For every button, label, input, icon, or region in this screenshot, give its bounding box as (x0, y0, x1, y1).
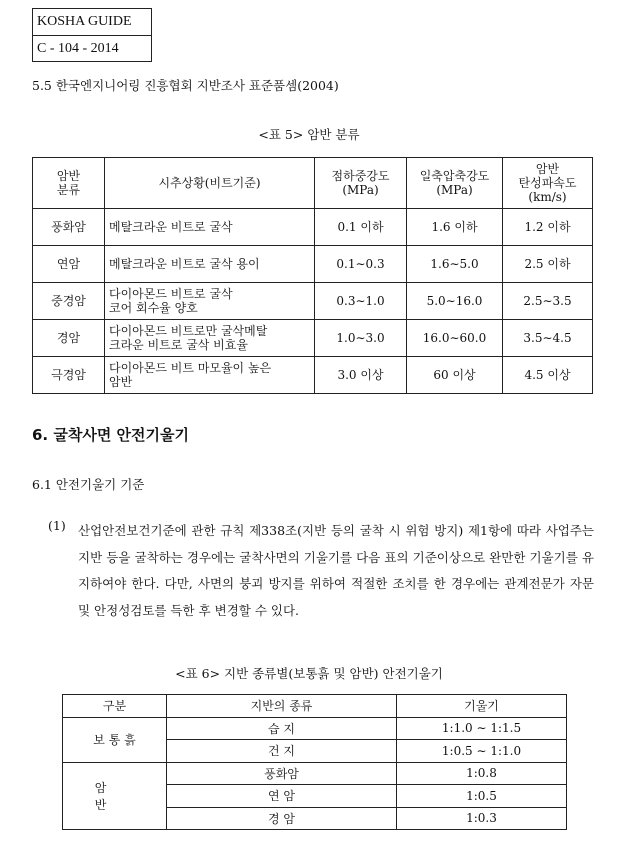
table5-cell: 다이아몬드 비트로만 굴삭메탈 크라운 비트로 굴삭 비효율 (105, 320, 315, 357)
table6-cell: 1:0.5 ∼ 1:1.0 (397, 740, 567, 763)
table5-cell: 메탈크라운 비트로 굴삭 (105, 209, 315, 246)
table5-cell: 극경암 (33, 357, 105, 394)
section-6-1-title: 6.1 안전기울기 기준 (32, 477, 145, 492)
table5-cell: 1.2 이하 (503, 209, 593, 246)
table5-cell: 0.3∼1.0 (315, 283, 407, 320)
item-number: (1) (48, 518, 66, 533)
table6-header-cell: 구분 (63, 695, 167, 718)
table5-header-cell: 암반 분류 (33, 158, 105, 209)
table5-header-row (33, 158, 593, 209)
table-row (33, 209, 593, 246)
table5-cell: 1.0∼3.0 (315, 320, 407, 357)
table5-cell: 5.0∼16.0 (407, 283, 503, 320)
table6-cell: 경 암 (167, 807, 397, 830)
table5-cell: 중경암 (33, 283, 105, 320)
table-row (63, 717, 567, 740)
guide-code: C - 104 - 2014 (33, 35, 151, 61)
table6-header-row (63, 695, 567, 718)
table5-cell: 2.5∼3.5 (503, 283, 593, 320)
table6-cell: 습 지 (167, 717, 397, 740)
guide-title: KOSHA GUIDE (37, 14, 132, 29)
table5-cell: 메탈크라운 비트로 굴삭 용이 (105, 246, 315, 283)
safe-slope-table (62, 694, 567, 830)
table6-header-cell: 기울기 (397, 695, 567, 718)
table5-cell: 다이아몬드 비트로 굴삭 코어 회수율 양호 (105, 283, 315, 320)
table5-cell: 0.1∼0.3 (315, 246, 407, 283)
table6-cell: 1:0.5 (397, 785, 567, 808)
table5-header-cell: 일축압축강도 (MPa) (407, 158, 503, 209)
table5-cell: 경암 (33, 320, 105, 357)
table6-cell: 1:0.8 (397, 762, 567, 785)
table5-cell: 1.6∼5.0 (407, 246, 503, 283)
item-paragraph: 산업안전보건기준에 관한 규칙 제338조(지반 등의 굴착 시 위험 방지) 제1항에 따라 사업주는 지반 등을 굴착하는 경우에는 굴착사면의 기울기를 다음 표의 기준이상으로 완만한 기울기를 유지하여야 한다. 다만, 사면의 붕괴 방지를 위하여 적절한 조치를 한 경우에는 관계전문가 자문 및 안정성검토를 득한 후 변경할 수 있다. (78, 523, 594, 618)
table5-cell: 0.1 이하 (315, 209, 407, 246)
section-5-5-title: 5.5 한국엔지니어링 진흥협회 지반조사 표준품셈(2004) (32, 78, 339, 93)
table5-caption: <표 5> 암반 분류 (258, 127, 360, 142)
table6-cell: 1:0.3 (397, 807, 567, 830)
table-row (33, 246, 593, 283)
table5-cell: 2.5 이하 (503, 246, 593, 283)
table5-header-cell: 시추상황(비트기준) (105, 158, 315, 209)
table5-cell: 연암 (33, 246, 105, 283)
table5-cell: 3.0 이상 (315, 357, 407, 394)
table5-cell: 1.6 이하 (407, 209, 503, 246)
section-6-heading: 6. 굴착사면 안전기울기 (32, 426, 189, 444)
table-row (33, 283, 593, 320)
table6-cell: 연 암 (167, 785, 397, 808)
table6-cell: 건 지 (167, 740, 397, 763)
table-row (33, 320, 593, 357)
group-label-rock: 암 반 (63, 762, 167, 830)
rock-classification-table (32, 157, 593, 394)
table5-cell: 풍화암 (33, 209, 105, 246)
table5-cell: 3.5∼4.5 (503, 320, 593, 357)
table5-cell: 다이아몬드 비트 마모율이 높은 암반 (105, 357, 315, 394)
table6-cell: 풍화암 (167, 762, 397, 785)
table-row (33, 357, 593, 394)
group-label-soil: 보 통 흙 (63, 717, 167, 762)
table5-header-cell: 점하중강도 (MPa) (315, 158, 407, 209)
table5-cell: 4.5 이상 (503, 357, 593, 394)
guide-header-box (32, 8, 152, 62)
table-row (63, 762, 567, 785)
table6-caption: <표 6> 지반 종류별(보통흙 및 암반) 안전기울기 (175, 666, 443, 681)
table5-header-cell: 암반 탄성파속도 (km/s) (503, 158, 593, 209)
table6-header-cell: 지반의 종류 (167, 695, 397, 718)
table5-cell: 16.0∼60.0 (407, 320, 503, 357)
table6-cell: 1:1.0 ∼ 1:1.5 (397, 717, 567, 740)
table5-cell: 60 이상 (407, 357, 503, 394)
